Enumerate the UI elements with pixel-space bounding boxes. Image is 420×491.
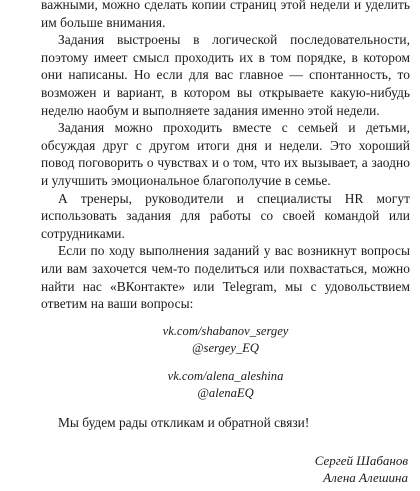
signature-author-2: Алена Алешина (323, 470, 408, 486)
contact-group-alena (41, 368, 410, 403)
body-paragraph-5: Если по ходу выполнения заданий у вас возникнут вопросы или вам захочется чем-то поделиться или похвастаться, можно найти нас «ВКонтакте» или Telegram, мы с удовольствием ответим на ваши вопросы: (41, 243, 410, 312)
vk-link-alena[interactable]: vk.com/alena_aleshina (167, 368, 284, 383)
telegram-handle-alena[interactable]: @alenaEQ (197, 386, 254, 401)
contact-group-sergey (41, 323, 410, 358)
vk-link-sergey[interactable]: vk.com/shabanov_sergey (162, 323, 289, 338)
telegram-handle-sergey[interactable]: @sergey_EQ (191, 341, 260, 356)
body-paragraph-2: Задания выстроены в логической последовательности, поэтому имеет смысл проходить их в том порядке, в котором они написаны. Но если для вас главное — спонтанность, то возможен и вариант, в котором вы открываете какую-нибудь неделю наобум и выполняете задания именно этой недели. (41, 32, 410, 118)
body-paragraph-3: Задания можно проходить вместе с семьей и детьми, обсуждая друг с другом итоги дня и недели. Это хороший повод поговорить о чувствах и о том, что их вызывает, а заодно и улучшить эмоциональное благополучие в семье. (41, 120, 410, 188)
body-paragraph-4: А тренеры, руководители и специалисты HR могут использовать задания для работы со своей командой или сотрудниками. (41, 190, 410, 241)
signature-block (41, 452, 410, 487)
body-paragraph-1: важными, можно сделать копии страниц этой недели и уделить им больше внимания. (41, 0, 410, 30)
contact-links (41, 323, 410, 403)
signature-author-1: Сергей Шабанов (314, 452, 408, 468)
closing-line: Мы будем рады откликам и обратной связи! (58, 415, 310, 431)
